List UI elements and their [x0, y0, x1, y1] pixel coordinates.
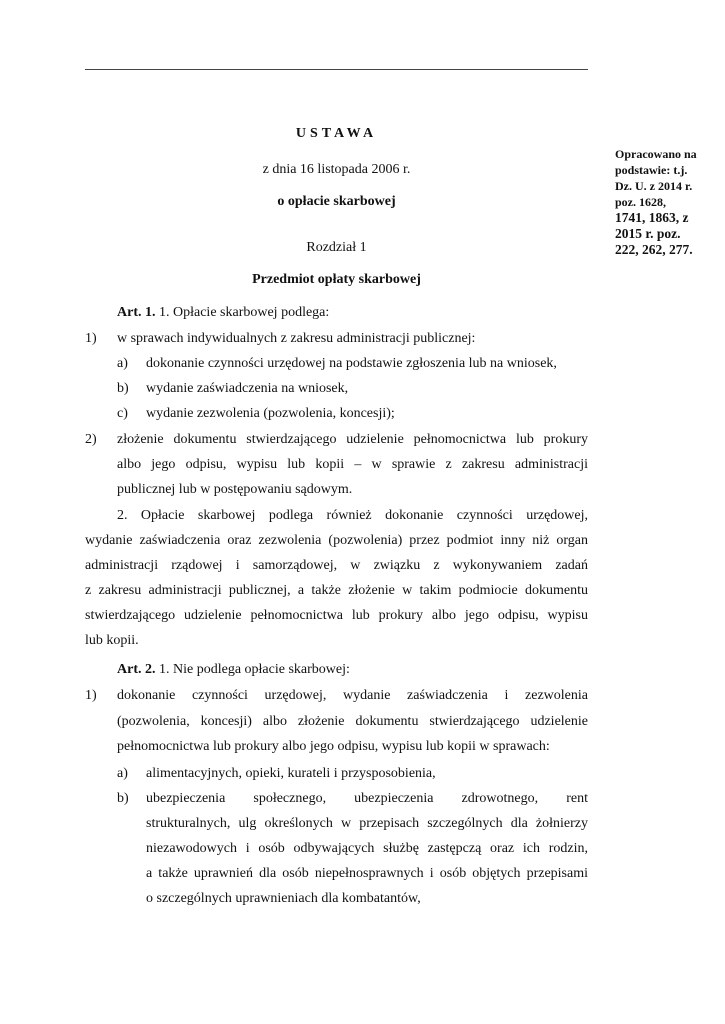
letter-text-line: o szczególnych uprawnieniach dla kombatantów, [146, 891, 421, 906]
chapter-title: Przedmiot opłaty skarbowej [252, 272, 421, 287]
point-text-line: publicznej lub w postępowaniu sądowym. [117, 482, 353, 497]
article-2-intro [117, 662, 350, 678]
section-2-line: administracji rządowej i samorządowej, w związku z wykonywaniem zadań [85, 558, 588, 573]
chapter-label: Rozdział 1 [306, 240, 367, 255]
letter-text-line: a także uprawnień dla osób niepełnosprawnych i osób objętych przepisami [146, 866, 588, 881]
point-number: 1) [85, 331, 97, 346]
header-rule [85, 69, 588, 70]
section-2-line: lub kopii. [85, 633, 139, 648]
point-text: w sprawach indywidualnych z zakresu administracji publicznej: [117, 331, 476, 346]
source-note-line: Opracowano na [615, 147, 697, 161]
letter-number: a) [117, 356, 128, 371]
point-text-line: pełnomocnictwa lub prokury albo jego odpisu, wypisu lub kopii w sprawach: [117, 739, 550, 754]
act-title: USTAWA [295, 126, 378, 141]
act-date: z dnia 16 listopada 2006 r. [262, 162, 411, 177]
act-subject: o opłacie skarbowej [277, 194, 396, 209]
letter-text: alimentacyjnych, opieki, kurateli i przysposobienia, [146, 766, 436, 781]
section-2-line: z zakresu administracji publicznej, a także złożenie w takim podmiocie dokumentu [85, 583, 588, 598]
letter-number: c) [117, 406, 128, 421]
source-note-line: podstawie: t.j. [615, 163, 688, 177]
point-text-line: (pozwolenia, koncesji) albo złożenie dokumentu stwierdzającego udzielenie [117, 714, 588, 729]
article-1-intro [117, 305, 329, 321]
section-2-line: wydanie zaświadczenia oraz zezwolenia (pozwolenia) przez podmiot inny niż organ [85, 533, 588, 548]
point-number: 1) [85, 688, 97, 703]
section-2-line: stwierdzającego udzielenie pełnomocnictwa lub prokury albo jego odpisu, wypisu [85, 608, 588, 623]
letter-text-line: ubezpieczenia społecznego, ubezpieczenia zdrowotnego, rent [146, 791, 588, 806]
letter-text: wydanie zaświadczenia na wniosek, [146, 381, 349, 396]
letter-text: dokonanie czynności urzędowej na podstawie zgłoszenia lub na wniosek, [146, 356, 557, 371]
letter-number: b) [117, 381, 129, 396]
letter-number: a) [117, 766, 128, 781]
source-note-line: 2015 r. poz. [615, 226, 681, 241]
source-note [615, 146, 723, 258]
source-note-line: 222, 262, 277. [615, 242, 693, 257]
source-note-line: poz. 1628, [615, 195, 666, 209]
article-1-intro-text: 1. Opłacie skarbowej podlega: [159, 305, 330, 320]
point-text-line: albo jego odpisu, wypisu lub kopii – w sprawie z zakresu administracji [117, 457, 588, 472]
article-2-intro-text: 1. Nie podlega opłacie skarbowej: [159, 662, 350, 677]
letter-number: b) [117, 791, 129, 806]
point-text-line: złożenie dokumentu stwierdzającego udzielenie pełnomocnictwa lub prokury [117, 432, 588, 447]
article-1-label: Art. 1. [117, 305, 156, 320]
source-note-line: Dz. U. z 2014 r. [615, 179, 693, 193]
point-text-line: dokonanie czynności urzędowej, wydanie zaświadczenia i zezwolenia [117, 688, 588, 703]
letter-text: wydanie zezwolenia (pozwolenia, koncesji); [146, 406, 395, 421]
article-2-label: Art. 2. [117, 662, 156, 677]
section-2-line: 2. Opłacie skarbowej podlega również dokonanie czynności urzędowej, [117, 508, 588, 523]
letter-text-line: strukturalnych, ulg określonych w przepisach szczególnych dla żołnierzy [146, 816, 588, 831]
source-note-line: 1741, 1863, z [615, 210, 689, 225]
letter-text-line: niezawodowych i osób odbywających służbę zastępczą oraz ich rodzin, [146, 841, 588, 856]
point-number: 2) [85, 432, 97, 447]
